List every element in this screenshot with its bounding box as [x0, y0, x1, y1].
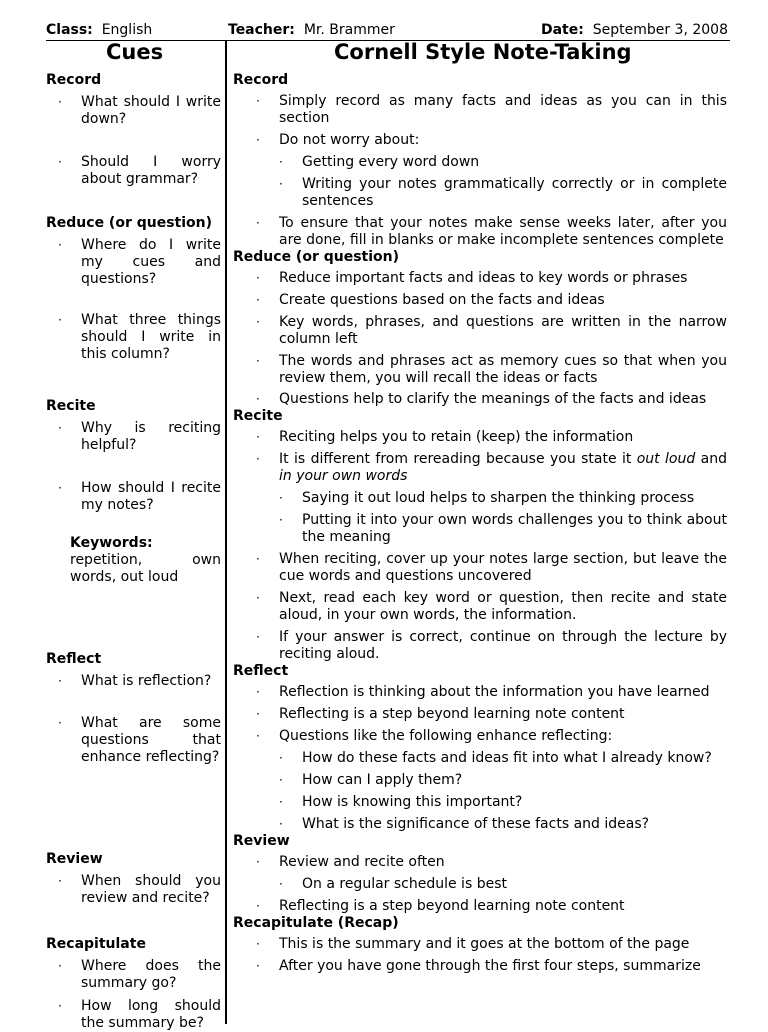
note-item: · Reciting helps you to retain (keep) the information [256, 429, 634, 445]
bullet: · [58, 238, 62, 252]
note-subitem: · How can I apply them? [279, 772, 463, 788]
bullet: · [279, 795, 283, 809]
note-subitem: · What is the significance of these facts and ideas? [279, 816, 650, 832]
column-divider [225, 40, 227, 1024]
section-heading: Review [46, 851, 103, 867]
section-heading: Reduce (or question) [233, 249, 400, 265]
bullet: · [279, 773, 283, 787]
bullet: · [58, 716, 62, 730]
note-item: · Create questions based on the facts and ideas [256, 292, 605, 308]
bullet: · [279, 513, 283, 527]
recap-notes [233, 936, 727, 975]
note-item: · When reciting, cover up your notes large section, but leave the cue words and questions uncovered [256, 551, 727, 584]
section-heading: Record [46, 72, 102, 88]
note-subitem: · How do these facts and ideas fit into what I already know? [279, 750, 712, 766]
cue-question: · Where do I write my cues and questions? [58, 237, 221, 287]
cues-column [46, 72, 221, 1032]
bullet: · [256, 354, 260, 368]
note-subitem: · On a regular schedule is best [279, 876, 507, 892]
note-item: · If your answer is correct, continue on through the lecture by reciting aloud. [256, 629, 727, 662]
cues-recite [46, 398, 221, 651]
bullet: · [256, 630, 260, 644]
note-item: · This is the summary and it goes at the bottom of the page [256, 936, 690, 952]
cues-record [46, 72, 221, 215]
notes-column [233, 72, 727, 975]
cue-question: · What three things should I write in this column? [58, 312, 221, 362]
cue-question: · Where does the summary go? [58, 958, 221, 991]
note-item: · Reflecting is a step beyond learning note content [256, 898, 625, 914]
bullet: · [58, 999, 62, 1013]
section-heading: Recapitulate (Recap) [233, 915, 399, 931]
section-heading: Reflect [233, 663, 289, 679]
bullet: · [256, 552, 260, 566]
cue-question: · What are some questions that enhance reflecting? [58, 715, 221, 765]
cue-question: · What is reflection? [58, 673, 212, 689]
bullet: · [256, 899, 260, 913]
cues-reflect [46, 651, 221, 851]
bullet: · [256, 855, 260, 869]
keywords-text: repetition, own words, out loud [70, 552, 221, 585]
bullet: · [256, 591, 260, 605]
note-subitem: · Putting it into your own words challenges you to think about the meaning [279, 512, 727, 545]
note-item: · Questions help to clarify the meanings of the facts and ideas [256, 391, 707, 407]
bullet: · [256, 685, 260, 699]
note-item: · Next, read each key word or question, then recite and state aloud, in your own words, the information. [256, 590, 727, 623]
note-item: · Questions like the following enhance reflecting: [256, 728, 613, 744]
bullet: · [256, 959, 260, 973]
bullet: · [58, 421, 62, 435]
bullet: · [256, 452, 260, 466]
cues-reduce [46, 215, 221, 398]
bullet: · [279, 751, 283, 765]
note-item: · Reduce important facts and ideas to key words or phrases [256, 270, 688, 286]
bullet: · [256, 133, 260, 147]
section-heading: Recapitulate [46, 936, 146, 952]
bullet: · [279, 817, 283, 831]
bullet: · [58, 95, 62, 109]
bullet: · [279, 155, 283, 169]
note-item: · After you have gone through the first four steps, summarize [256, 958, 701, 974]
date-field: Date: September 3, 2008 [540, 22, 728, 38]
note-subitem: · Getting every word down [279, 154, 480, 170]
bullet: · [58, 959, 62, 973]
review-notes [233, 854, 727, 915]
bullet: · [256, 707, 260, 721]
bullet: · [256, 392, 260, 406]
note-item: · Reflection is thinking about the information you have learned [256, 684, 710, 700]
section-heading: Recite [46, 398, 96, 414]
bullet: · [279, 877, 283, 891]
section-heading: Review [233, 833, 290, 849]
cue-question: · When should you review and recite? [58, 873, 221, 906]
cue-question: · Should I worry about grammar? [58, 154, 221, 187]
note-subitem: · How is knowing this important? [279, 794, 523, 810]
section-heading: Recite [233, 408, 283, 424]
recite-notes [233, 429, 727, 663]
note-subitem: · Saying it out loud helps to sharpen the thinking process [279, 490, 695, 506]
bullet: · [256, 315, 260, 329]
bullet: · [256, 216, 260, 230]
teacher-field: Teacher: Mr. Brammer [228, 22, 395, 38]
note-item: · Simply record as many facts and ideas as you can in this section [256, 93, 727, 126]
note-item: · Review and recite often [256, 854, 445, 870]
reflect-notes [233, 684, 727, 833]
bullet: · [256, 293, 260, 307]
cues-title: Cues [106, 40, 164, 64]
note-subitem: · Writing your notes grammatically correctly or in complete sentences [279, 176, 727, 209]
bullet: · [58, 481, 62, 495]
bullet: · [256, 271, 260, 285]
note-item: · The words and phrases act as memory cues so that when you review them, you will recall the ideas or facts [256, 353, 727, 386]
keywords-label: Keywords: [70, 535, 153, 551]
section-heading: Reduce (or question) [46, 215, 213, 231]
bullet: · [256, 94, 260, 108]
bullet: · [256, 937, 260, 951]
record-notes [233, 93, 727, 249]
bullet: · [256, 729, 260, 743]
section-heading: Record [233, 72, 289, 88]
class-field: Class: English [46, 22, 153, 38]
reduce-notes [233, 270, 727, 408]
document-header [46, 22, 730, 41]
cue-question: · How should I recite my notes? [58, 480, 221, 513]
cue-question: · What should I write down? [58, 94, 221, 127]
cues-recap [46, 936, 221, 1032]
bullet: · [279, 177, 283, 191]
note-item: · Do not worry about: [256, 132, 420, 148]
section-heading: Reflect [46, 651, 102, 667]
bullet: · [58, 155, 62, 169]
bullet: · [58, 874, 62, 888]
bullet: · [58, 674, 62, 688]
keywords-box [70, 535, 221, 586]
note-item: · It is different from rereading because you state it out loud and in your own words [256, 451, 727, 484]
note-item: · Key words, phrases, and questions are written in the narrow column left [256, 314, 727, 347]
note-item: · To ensure that your notes make sense weeks later, after you are done, fill in blanks or make incomplete sentences complete [256, 215, 727, 248]
cue-question: · How long should the summary be? [58, 998, 221, 1031]
note-item: · Reflecting is a step beyond learning note content [256, 706, 625, 722]
cue-question: · Why is reciting helpful? [58, 420, 221, 453]
bullet: · [256, 430, 260, 444]
bullet: · [58, 313, 62, 327]
cues-review [46, 851, 221, 936]
bullet: · [279, 491, 283, 505]
notes-title: Cornell Style Note-Taking [334, 40, 632, 64]
